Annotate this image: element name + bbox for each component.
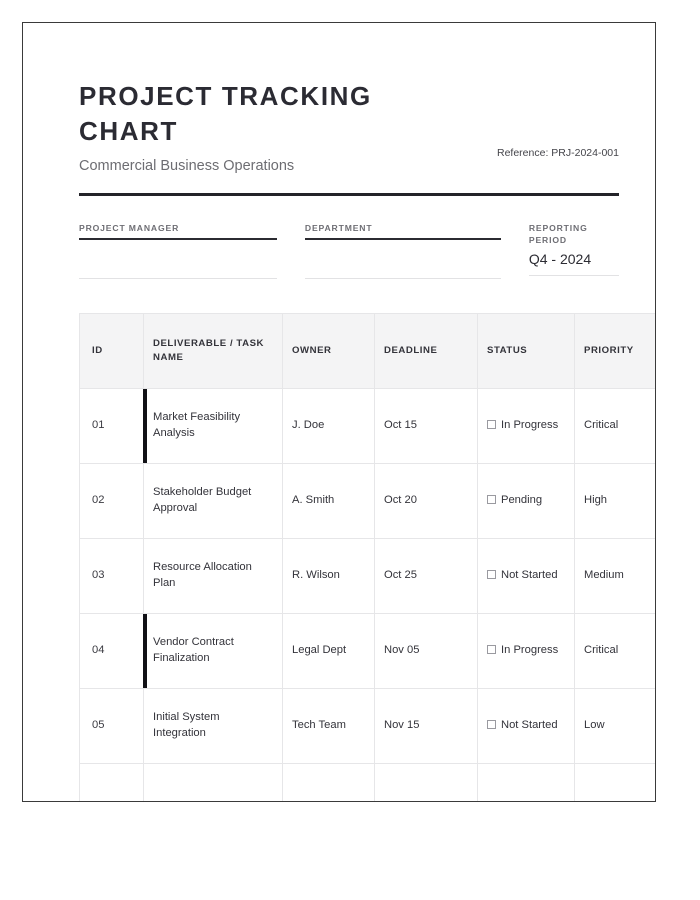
field-label-project-manager: PROJECT MANAGER <box>79 223 180 234</box>
cell-owner: R. Wilson <box>283 538 375 613</box>
status-label: In Progress <box>501 418 559 431</box>
cell-priority: Low <box>575 688 657 763</box>
cell-task-name: Stakeholder Budget Approval <box>144 463 283 538</box>
field-value-project-manager <box>79 241 277 260</box>
status-control <box>487 493 565 509</box>
cell-deadline: Oct 15 <box>375 388 478 463</box>
table-row[interactable] <box>80 688 657 763</box>
cell-id: 05 <box>80 688 144 763</box>
cell-owner: J. Doe <box>283 388 375 463</box>
document-reference: Reference: PRJ-2024-001 <box>497 147 619 160</box>
cell-owner: Legal Dept <box>283 613 375 688</box>
table-header <box>80 313 657 388</box>
status-label: Not Started <box>501 718 558 731</box>
field-underline-department <box>305 238 501 240</box>
status-control <box>487 643 565 659</box>
header-divider <box>79 193 619 196</box>
checkbox-icon[interactable] <box>487 645 496 654</box>
cell-priority: Medium <box>575 538 657 613</box>
column-header-task[interactable]: DELIVERABLE / TASK NAME <box>144 313 283 388</box>
cell-id: 04 <box>80 613 144 688</box>
cell-owner: Tech Team <box>283 688 375 763</box>
page-subtitle: Commercial Business Operations <box>79 158 295 175</box>
cell-deadline: Nov 15 <box>375 688 478 763</box>
cell-id: 01 <box>80 388 144 463</box>
page-content <box>23 23 655 802</box>
checkbox-icon[interactable] <box>487 495 496 504</box>
cell-priority: Critical <box>575 388 657 463</box>
column-header-status[interactable]: STATUS <box>478 313 575 388</box>
cell-empty <box>144 763 283 802</box>
checkbox-icon[interactable] <box>487 570 496 579</box>
cell-empty <box>80 763 144 802</box>
column-header-owner[interactable]: OWNER <box>283 313 375 388</box>
document-header <box>79 79 619 176</box>
cell-deadline: Nov 05 <box>375 613 478 688</box>
status-label: In Progress <box>501 643 559 656</box>
column-header-priority[interactable]: PRIORITY <box>575 313 657 388</box>
cell-owner: A. Smith <box>283 463 375 538</box>
field-department[interactable] <box>305 222 501 279</box>
field-underline-secondary-reporting-period <box>529 275 619 276</box>
cell-status <box>478 463 575 538</box>
field-underline-secondary-project-manager <box>79 278 277 279</box>
cell-deadline: Oct 25 <box>375 538 478 613</box>
cell-id: 02 <box>80 463 144 538</box>
field-project-manager[interactable] <box>79 222 277 279</box>
document-page <box>22 22 656 802</box>
status-label: Not Started <box>501 568 558 581</box>
field-label-reporting-period: REPORTING PERIOD <box>528 223 588 246</box>
status-control <box>487 568 565 584</box>
status-control <box>487 418 565 434</box>
cell-priority: Critical <box>575 613 657 688</box>
field-label-department: DEPARTMENT <box>304 223 373 234</box>
cell-task-name: Vendor Contract Finalization <box>144 613 283 688</box>
field-underline-secondary-department <box>305 278 501 279</box>
cell-priority: High <box>575 463 657 538</box>
column-header-id[interactable]: ID <box>80 313 144 388</box>
column-header-deadline[interactable]: DEADLINE <box>375 313 478 388</box>
cell-status <box>478 538 575 613</box>
table-row[interactable] <box>80 388 657 463</box>
table-row[interactable] <box>80 463 657 538</box>
cell-status <box>478 388 575 463</box>
cell-status <box>478 613 575 688</box>
cell-empty <box>283 763 375 802</box>
table-header-row <box>80 313 657 388</box>
status-control <box>487 718 565 734</box>
field-reporting-period[interactable] <box>529 222 619 279</box>
cell-task-name: Initial System Integration <box>144 688 283 763</box>
header-title-block <box>79 79 409 176</box>
cell-task-name: Market Feasibility Analysis <box>144 388 283 463</box>
field-value-reporting-period: Q4 - 2024 <box>528 250 592 267</box>
meta-fields-row <box>79 222 619 279</box>
field-value-department <box>305 241 501 260</box>
page-title: PROJECT TRACKING CHART <box>79 81 372 147</box>
cell-empty <box>478 763 575 802</box>
checkbox-icon[interactable] <box>487 420 496 429</box>
table-body <box>80 388 657 802</box>
cell-task-name: Resource Allocation Plan <box>144 538 283 613</box>
table-row[interactable] <box>80 613 657 688</box>
cell-deadline: Oct 20 <box>375 463 478 538</box>
cell-status <box>478 688 575 763</box>
cell-empty <box>375 763 478 802</box>
cell-id: 03 <box>80 538 144 613</box>
checkbox-icon[interactable] <box>487 720 496 729</box>
project-tracking-table <box>79 313 656 802</box>
table-row[interactable] <box>80 538 657 613</box>
field-underline-project-manager <box>79 238 277 240</box>
cell-empty <box>575 763 657 802</box>
status-label: Pending <box>501 493 543 506</box>
table-row-empty[interactable] <box>80 763 657 802</box>
